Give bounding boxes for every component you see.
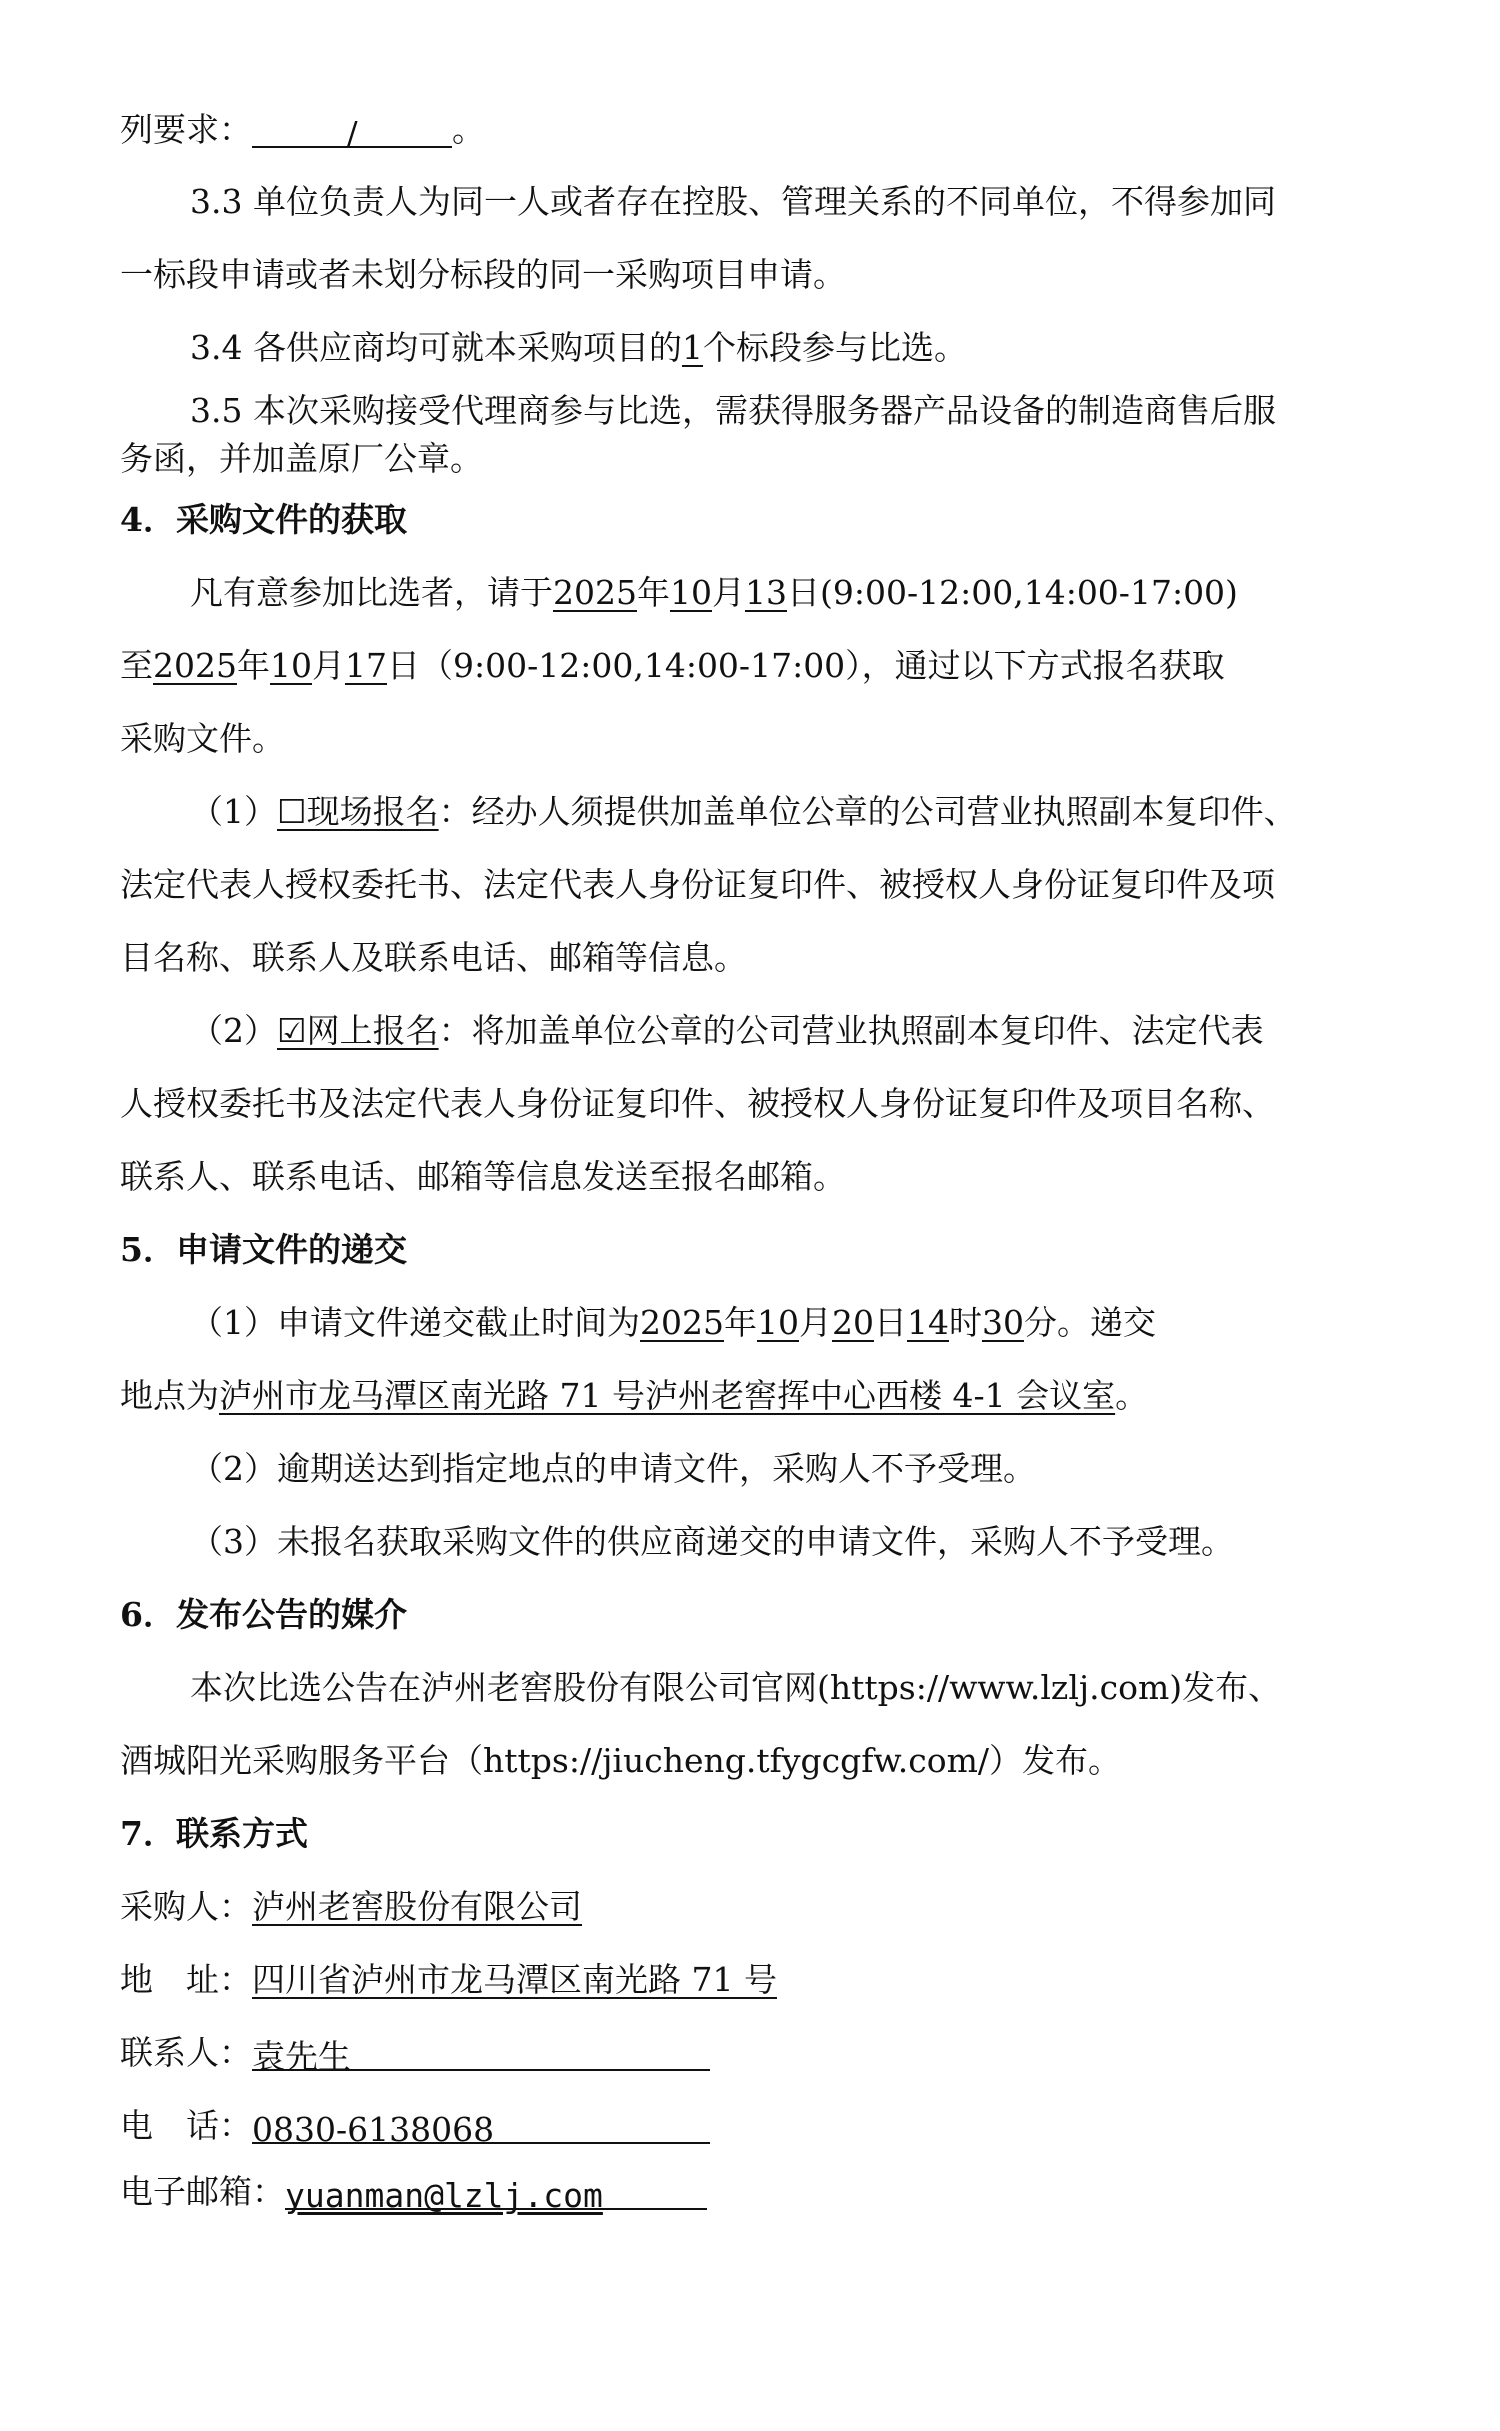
- deadline-month: 10: [756, 1303, 799, 1342]
- start-hours: 日(9:00-12:00,14:00-17:00): [786, 573, 1238, 612]
- online-registration-checkbox: ☑网上报名: [277, 1011, 439, 1050]
- section-4-line2: 至2025年10月17日（9:00-12:00,14:00-17:00），通过以下方式报名获取: [120, 644, 1225, 688]
- section-7-heading: 7．联系方式: [120, 1814, 308, 1853]
- address-row: 地 址：四川省泸州市龙马潭区南光路 71 号: [120, 1958, 777, 2002]
- submission-place: 泸州市龙马潭区南光路 71 号泸州老窖挥中心西楼 4-1 会议室: [219, 1376, 1116, 1415]
- phone-row: 电 话：0830-6138068: [120, 2104, 710, 2148]
- onsite-registration-line3: 目名称、联系人及联系电话、邮箱等信息。: [120, 938, 747, 977]
- unregistered-submission-note: （3）未报名获取采购文件的供应商递交的申请文件，采购人不予受理。: [190, 1522, 1234, 1561]
- online-registration-line2: 人授权委托书及法定代表人身份证复印件、被授权人身份证复印件及项目名称、: [120, 1084, 1275, 1123]
- deadline-hour: 14: [906, 1303, 949, 1342]
- late-submission-note: （2）逾期送达到指定地点的申请文件，采购人不予受理。: [190, 1449, 1036, 1488]
- email-link[interactable]: yuanman@lzlj.com: [285, 2174, 707, 2210]
- end-year: 2025: [153, 646, 237, 685]
- start-year: 2025: [553, 573, 637, 612]
- clause-3-5-line1: 3.5 本次采购接受代理商参与比选，需获得服务器产品设备的制造商售后服: [190, 391, 1276, 430]
- contact-value: 袁先生: [252, 2035, 710, 2071]
- requirement-continuation: 列要求： / 。: [120, 110, 485, 153]
- online-registration-line3: 联系人、联系电话、邮箱等信息发送至报名邮箱。: [120, 1157, 846, 1196]
- deadline-minute: 30: [981, 1303, 1024, 1342]
- section-4-line1: 凡有意参加比选者，请于2025年10月13日(9:00-12:00,14:00-17:00): [190, 571, 1238, 615]
- onsite-registration-checkbox: ☐现场报名: [277, 792, 439, 831]
- section-6-heading: 6．发布公告的媒介: [120, 1595, 407, 1634]
- start-day: 13: [744, 573, 787, 612]
- end-day: 17: [344, 646, 387, 685]
- lot-count: 1: [681, 328, 703, 367]
- clause-3-3-line2: 一标段申请或者未划分标段的同一采购项目申请。: [120, 255, 846, 294]
- deadline-line: （1）申请文件递交截止时间为2025年10月20日14时30分。递交: [190, 1301, 1156, 1345]
- media-line1: 本次比选公告在泸州老窖股份有限公司官网(https://www.lzlj.com)发布、: [190, 1668, 1282, 1707]
- deadline-day: 20: [831, 1303, 874, 1342]
- purchaser-value: 泸州老窖股份有限公司: [252, 1887, 582, 1926]
- section-4-heading: 4．采购文件的获取: [120, 500, 407, 539]
- section-4-line3: 采购文件。: [120, 719, 285, 758]
- submission-place-line: 地点为泸州市龙马潭区南光路 71 号泸州老窖挥中心西楼 4-1 会议室。: [120, 1374, 1148, 1418]
- contact-row: 联系人：袁先生: [120, 2031, 710, 2075]
- deadline-year: 2025: [640, 1303, 724, 1342]
- section-5-heading: 5．申请文件的递交: [120, 1230, 407, 1269]
- start-month: 10: [669, 573, 712, 612]
- requirement-prefix: 列要求：: [120, 110, 252, 149]
- online-registration-line1: （2）☑网上报名：将加盖单位公章的公司营业执照副本复印件、法定代表: [190, 1009, 1264, 1053]
- onsite-registration-line2: 法定代表人授权委托书、法定代表人身份证复印件、被授权人身份证复印件及项: [120, 865, 1275, 904]
- address-value: 四川省泸州市龙马潭区南光路 71 号: [252, 1960, 777, 1999]
- clause-3-3-line1: 3.3 单位负责人为同一人或者存在控股、管理关系的不同单位，不得参加同: [190, 182, 1276, 221]
- purchaser-row: 采购人：泸州老窖股份有限公司: [120, 1885, 582, 1929]
- clause-3-5-line2: 务函，并加盖原厂公章。: [120, 439, 483, 478]
- phone-value: 0830-6138068: [252, 2108, 710, 2144]
- media-line2: 酒城阳光采购服务平台（https://jiucheng.tfygcgfw.com/）发布。: [120, 1741, 1122, 1780]
- requirement-blank: /: [252, 112, 452, 148]
- email-row[interactable]: 电子邮箱：yuanman@lzlj.com: [120, 2170, 707, 2214]
- clause-3-4: 3.4 各供应商均可就本采购项目的1个标段参与比选。: [190, 326, 967, 370]
- end-month: 10: [269, 646, 312, 685]
- onsite-registration-line1: （1）☐现场报名：经办人须提供加盖单位公章的公司营业执照副本复印件、: [190, 790, 1297, 834]
